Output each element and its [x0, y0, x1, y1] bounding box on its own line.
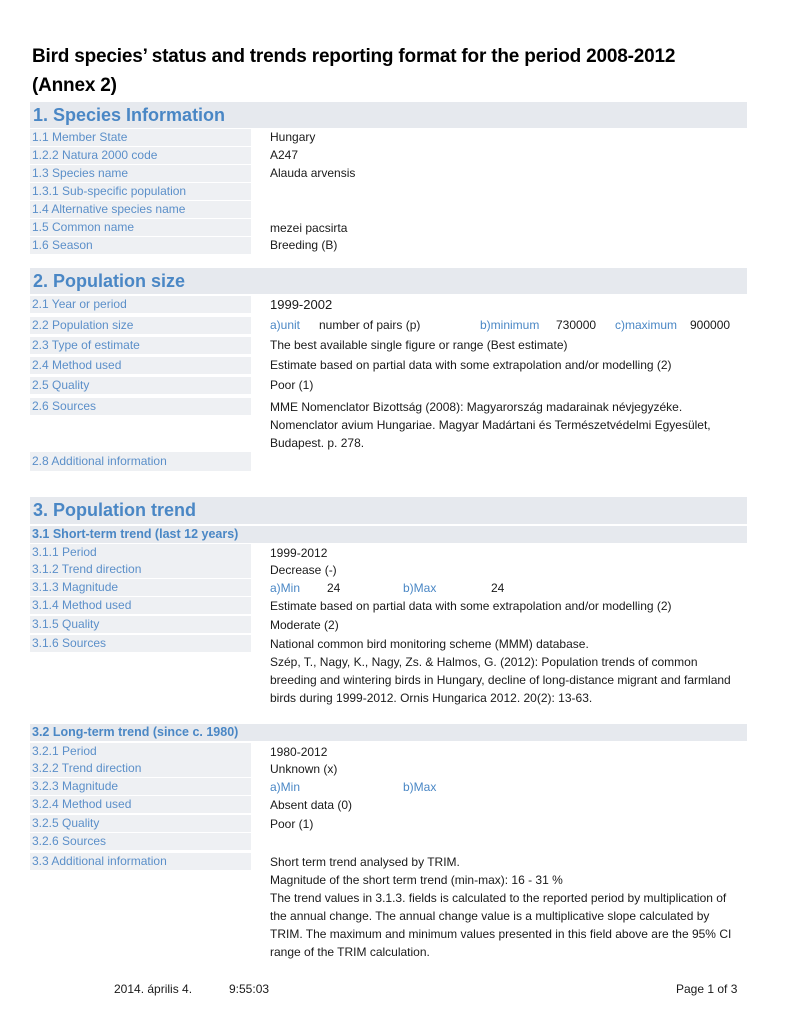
minimum-value: 730000 — [556, 318, 597, 332]
field-value-long-period: 1980-2012 — [270, 745, 328, 759]
section-title: 1. Species Information — [33, 105, 226, 125]
field-label-sources: 2.6 Sources — [30, 398, 251, 415]
field-value-common-name: mezei pacsirta — [270, 221, 348, 235]
field-label-short-method-used: 3.1.4 Method used — [30, 597, 251, 614]
field-label-method-used: 2.4 Method used — [30, 357, 251, 374]
field-label-member-state: 1.1 Member State — [30, 129, 251, 146]
field-value-type-of-estimate: The best available single figure or range (Best estimate) — [270, 338, 568, 352]
field-value-member-state: Hungary — [270, 130, 316, 144]
minimum-label: b)minimum — [480, 318, 540, 332]
footer-time: 9:55:03 — [229, 982, 270, 996]
document-title-line-2: (Annex 2) — [32, 75, 117, 96]
field-label-alternative-species-name: 1.4 Alternative species name — [30, 201, 251, 218]
footer-page-number: Page 1 of 3 — [676, 982, 738, 996]
field-value-short-period: 1999-2012 — [270, 546, 328, 560]
field-label-population-size: 2.2 Population size — [30, 317, 251, 334]
field-label-long-sources: 3.2.6 Sources — [30, 833, 251, 850]
field-label-short-quality: 3.1.5 Quality — [30, 616, 251, 633]
field-label-long-magnitude: 3.2.3 Magnitude — [30, 778, 251, 795]
field-value-short-trend-direction: Decrease (-) — [270, 563, 337, 577]
unit-label: a)unit — [270, 318, 301, 332]
field-value-trend-additional-line-1: Short term trend analysed by TRIM. — [270, 855, 460, 869]
field-value-short-sources-citation: Szép, T., Nagy, K., Nagy, Zs. & Halmos, G. (2012): Population trends of common breeding and wintering birds in Hungary, decline of long-distance migrant and farmland birds during 1999-2012. Ornis Hungarica 2012. 20(2): 13-63. — [270, 655, 731, 705]
field-value-season: Breeding (B) — [270, 238, 338, 252]
field-label-long-trend-direction: 3.2.2 Trend direction — [30, 760, 251, 777]
field-value-trend-additional-line-2: Magnitude of the short term trend (min-max): 16 - 31 % — [270, 873, 563, 887]
field-label-year-or-period: 2.1 Year or period — [30, 296, 251, 313]
field-value-year-or-period: 1999-2002 — [270, 297, 333, 312]
field-value-short-quality: Moderate (2) — [270, 618, 339, 632]
field-label-sub-specific-population: 1.3.1 Sub-specific population — [30, 183, 251, 200]
field-value-method-used: Estimate based on partial data with some extrapolation and/or modelling (2) — [270, 358, 672, 372]
field-value-sources: MME Nomenclator Bizottság (2008): Magyarország madarainak névjegyzéke. Nomenclator avium Hungariae. Magyar Madártani és Természetvédelmi Egyesület, Budapest. p. 278. — [270, 400, 711, 450]
field-label-additional-information: 2.8 Additional information — [30, 452, 251, 471]
field-value-natura-code: A247 — [270, 148, 299, 162]
field-label-season: 1.6 Season — [30, 237, 251, 254]
field-value-long-method-used: Absent data (0) — [270, 798, 353, 812]
field-value-long-trend-direction: Unknown (x) — [270, 762, 338, 776]
field-value-short-sources-line-1: National common bird monitoring scheme (MMM) database. — [270, 637, 589, 651]
section-header-population-size — [30, 268, 747, 294]
section-header-species-information — [30, 102, 747, 128]
long-max-label: b)Max — [403, 780, 437, 794]
short-min-label: a)Min — [270, 581, 301, 595]
field-value-quality: Poor (1) — [270, 378, 314, 392]
document-title-line-1: Bird species’ status and trends reporting format for the period 2008-2012 — [32, 46, 676, 67]
maximum-value: 900000 — [690, 318, 731, 332]
footer-date: 2014. április 4. — [114, 982, 193, 996]
long-min-label: a)Min — [270, 780, 301, 794]
subsection-header-long-term-trend: 3.2 Long-term trend (since c. 1980) — [30, 724, 747, 741]
field-label-short-period: 3.1.1 Period — [30, 544, 251, 561]
field-label-quality: 2.5 Quality — [30, 377, 251, 394]
field-label-long-quality: 3.2.5 Quality — [30, 815, 251, 832]
field-label-species-name: 1.3 Species name — [30, 165, 251, 182]
field-value-trend-additional-text: The trend values in 3.1.3. fields is calculated to the reported period by multiplication of the annual change. The annual change value is a multiplicative slope calculated by TRIM. The maximum and minimum values presented in this field above are the 95% CI range of the TRIM calculation. — [270, 891, 732, 959]
section-title: 3. Population trend — [33, 500, 197, 520]
field-value-long-quality: Poor (1) — [270, 817, 314, 831]
short-min-value: 24 — [327, 581, 341, 595]
field-label-short-magnitude: 3.1.3 Magnitude — [30, 579, 251, 596]
section-header-population-trend — [30, 497, 747, 524]
field-value-short-method-used: Estimate based on partial data with some extrapolation and/or modelling (2) — [270, 599, 672, 613]
field-label-natura-code: 1.2.2 Natura 2000 code — [30, 147, 251, 164]
field-label-short-trend-direction: 3.1.2 Trend direction — [30, 561, 251, 578]
maximum-label: c)maximum — [615, 318, 677, 332]
section-title: 2. Population size — [33, 271, 186, 291]
short-max-label: b)Max — [403, 581, 437, 595]
unit-value: number of pairs (p) — [319, 318, 421, 332]
field-label-long-period: 3.2.1 Period — [30, 743, 251, 760]
field-label-type-of-estimate: 2.3 Type of estimate — [30, 337, 251, 354]
field-label-long-method-used: 3.2.4 Method used — [30, 796, 251, 813]
field-label-common-name: 1.5 Common name — [30, 219, 251, 236]
short-max-value: 24 — [491, 581, 505, 595]
field-label-trend-additional-information: 3.3 Additional information — [30, 853, 251, 870]
subsection-header-short-term-trend: 3.1 Short-term trend (last 12 years) — [30, 526, 747, 543]
field-label-short-sources: 3.1.6 Sources — [30, 635, 251, 652]
field-value-species-name: Alauda arvensis — [270, 166, 356, 180]
